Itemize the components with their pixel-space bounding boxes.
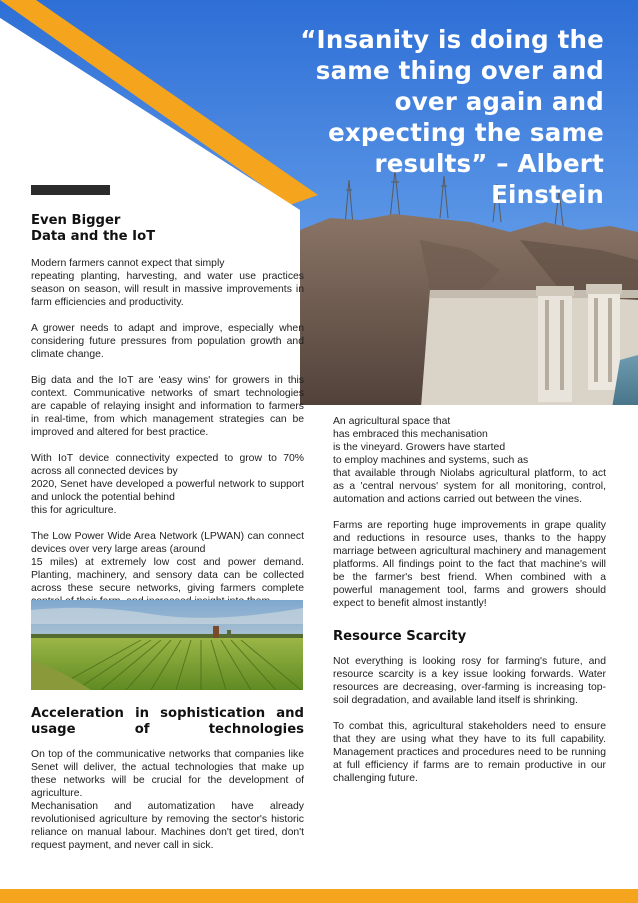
- section-vineyard: [333, 415, 606, 798]
- section-heading: Even Bigger Data and the IoT: [31, 213, 156, 244]
- paragraph: Big data and the IoT are 'easy wins' for growers in this context. Communicative networks of smart technologies are capable of relaying insight and information to farmers in real-time, from which management strategies can be improved and altered for best practice.: [31, 375, 304, 438]
- paragraph: The Low Power Wide Area Network (LPWAN) can connect devices over very large areas (around 15 miles) at extremely low cost and power demand. Planting, machinery, and sensory data can be collected across these secure networks, giving farmers complete: [31, 531, 304, 594]
- section-heading: Acceleration in sophistication and usage of technologies: [31, 706, 304, 737]
- paragraph: Modern farmers cannot expect that simply repeating planting, harvesting, and water use practices season on season, will result in massive improvements in farm efficiencies and productivity.: [31, 258, 304, 308]
- paragraph: Farms are reporting huge improvements in grape quality and reductions in resource uses, thanks to the happy marriage between agricultural machinery and management platforms. All findings point to the fact that machine's will be the farmer's best friend. When combined with a powerful management tool, farms and growers should expect to benefit almost instantly!: [333, 520, 606, 609]
- paragraph: An agricultural space that has embraced this mechanisation is the vineyard. Growers have started to employ machines and systems, such as that available through Niolabs agricultural platform, to act as a 'central nervous' system for all monitoring, control, automation and actions carried out between the vines.: [333, 416, 606, 505]
- section-acceleration: [31, 706, 304, 865]
- paragraph: A grower needs to adapt and improve, especially when considering future pressures from population growth and climate change.: [31, 323, 304, 360]
- section-heading: Resource Scarcity: [333, 629, 467, 644]
- paragraph: Not everything is looking rosy for farming's future, and resource scarcity is a key issue looking forwards. Water resources are decreasing, over-farming is increasing top-soil degradation, and available land itself is shrinking.: [333, 656, 606, 706]
- paragraph: On top of the communicative networks that companies like Senet will deliver, the actual technologies that make up these networks will be crucial for the development of agriculture. Mechanisation and automatization have already revolutionised agriculture by removing the sector's historic reliance on manual labour. Machines don't get tired, don't request payment, and never call in sick.: [31, 749, 304, 851]
- cornfield-photo: [31, 600, 303, 690]
- paragraph: With IoT device connectivity expected to grow to 70% across all connected devices by 2020, Senet have developed a powerful network to support and unlock the potential behind this for agriculture.: [31, 453, 304, 516]
- hero-quote: “Insanity is doing the same thing over and over again and expecting the same results” – Albert Einstein: [300, 25, 604, 209]
- footer-accent-bar: [0, 889, 638, 903]
- section-accent-bar: [31, 185, 110, 195]
- paragraph: To combat this, agricultural stakeholders need to ensure that they are using what they have to its full capability. Management practices and procedures need to be running at full efficiency if farms are to remain productive in our challenging future.: [333, 721, 606, 784]
- section-even-bigger-data: [31, 213, 304, 621]
